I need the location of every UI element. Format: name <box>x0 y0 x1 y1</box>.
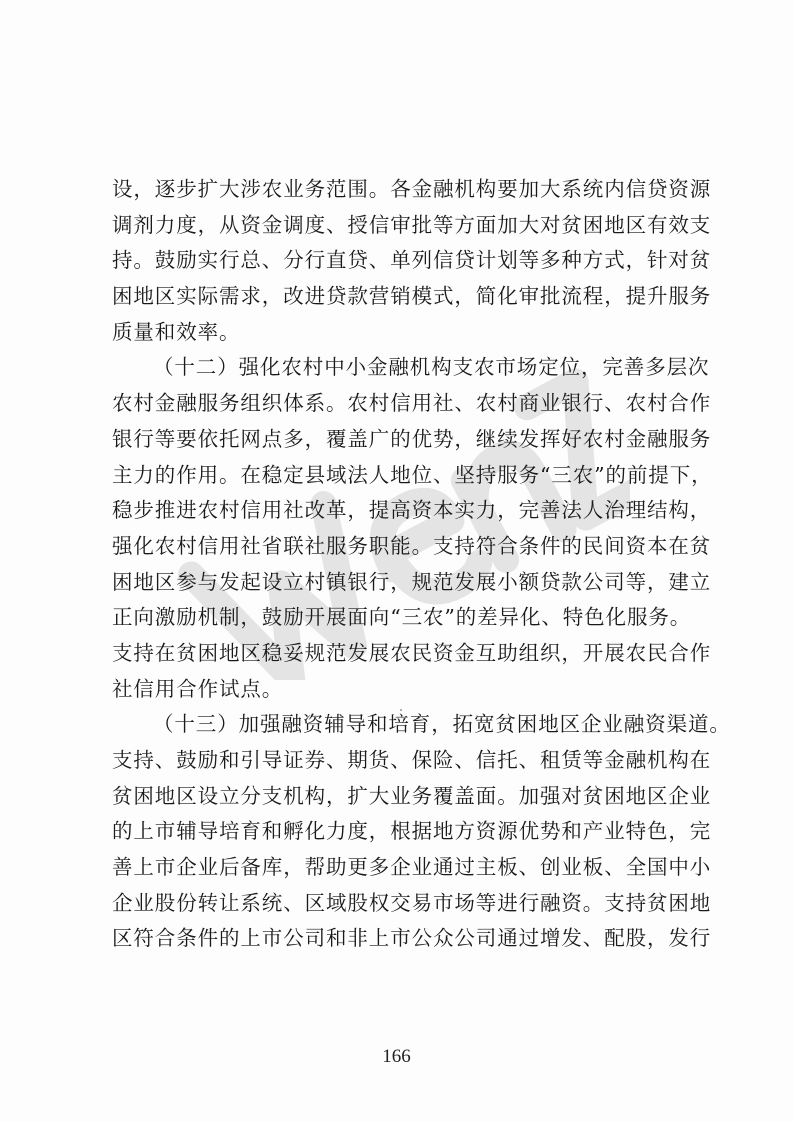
text-line: 的上市辅导培育和孵化力度，根据地方资源优势和产业特色，完 <box>112 819 712 844</box>
text-line: 稳步推进农村信用社改革，提高资本实力，完善法人治理结构， <box>112 498 712 523</box>
text-line: 困地区实际需求，改进贷款营销模式，简化审批流程，提升服务 <box>112 284 712 309</box>
scan-speck <box>400 709 402 711</box>
text-line: 银行等要依托网点多，覆盖广的优势，继续发挥好农村金融服务 <box>112 426 712 451</box>
text-line: 正向激励机制，鼓励开展面向“三农”的差异化、特色化服务。 <box>112 605 692 630</box>
text-line: 支持、鼓励和引导证券、期货、保险、信托、租赁等金融机构在 <box>112 748 712 772</box>
text-line: 农村金融服务组织体系。农村信用社、农村商业银行、农村合作 <box>112 391 712 416</box>
text-line: 困地区参与发起设立村镇银行，规范发展小额贷款公司等，建立 <box>112 569 712 594</box>
text-line: 支持在贫困地区稳妥规范发展农民资金互助组织，开展农民合作 <box>112 640 712 665</box>
text-line: 主力的作用。在稳定县域法人地位、坚持服务“三农”的前提下， <box>112 462 713 487</box>
page-number: 166 <box>382 1046 411 1067</box>
text-line: 强化农村信用社省联社服务职能。支持符合条件的民间资本在贫 <box>112 533 712 558</box>
text-line: 调剂力度，从资金调度、授信审批等方面加大对贫困地区有效支 <box>112 212 712 237</box>
text-line: 设，逐步扩大涉农业务范围。各金融机构要加大系统内信贷资源 <box>112 177 712 201</box>
text-line: 企业股份转让系统、区域股权交易市场等进行融资。支持贫困地 <box>112 890 712 915</box>
text-line: 质量和效率。 <box>112 319 241 344</box>
body-text <box>112 172 731 957</box>
text-line: 善上市企业后备库，帮助更多企业通过主板、创业板、全国中小 <box>112 855 712 880</box>
text-line: 贫困地区设立分支机构，扩大业务覆盖面。加强对贫困地区企业 <box>112 783 712 808</box>
text-line: （十二）强化农村中小金融机构支农市场定位，完善多层次 <box>153 355 710 380</box>
text-line: 社信用合作试点。 <box>112 676 284 701</box>
text-line: 持。鼓励实行总、分行直贷、单列信贷计划等多种方式，针对贫 <box>112 248 712 273</box>
text-line: 区符合条件的上市公司和非上市公众公司通过增发、配股，发行 <box>112 926 712 951</box>
text-line: （十三）加强融资辅导和培育，拓宽贫困地区企业融资渠道。 <box>153 712 731 737</box>
